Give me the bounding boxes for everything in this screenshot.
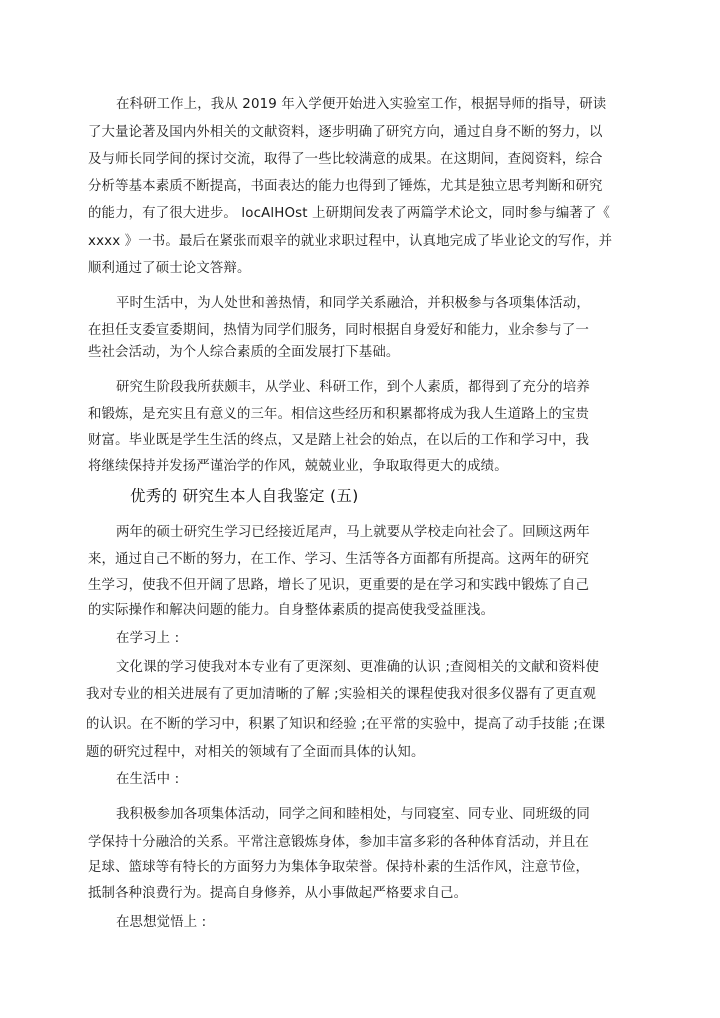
text-line: 来，通过自己不断的努力，在工作、学习、生活等各方面都有所提高。这两年的研究: [88, 552, 590, 567]
subsection-label-study: 在学习上 :: [116, 631, 180, 646]
text-line: 了大量论著及国内外相关的文献资料，逐步明确了研究方向，通过自身不断的努力，以: [88, 125, 603, 140]
section-heading: 优秀的 研究生本人自我鉴定 (五): [130, 487, 359, 505]
text-line: 我积极参加各项集体活动，同学之间和睦相处，与同寝室、同专业、同班级的同: [116, 807, 590, 822]
text-line: 些社会活动，为个人综合素质的全面发展打下基础。: [88, 345, 400, 360]
text-line: 将继续保持并发扬严谨治学的作风，兢兢业业，争取取得更大的成绩。: [88, 459, 508, 474]
text-line: 的实际操作和解决问题的能力。自身整体素质的提高使我受益匪浅。: [88, 603, 495, 618]
text-line: 的能力，有了很大进步。 locAlHOst 上研期间发表了两篇学术论文，同时参与编著了《: [88, 206, 610, 221]
subsection-label-life: 在生活中 :: [116, 772, 180, 787]
text-line: 平时生活中，为人处世和善热情，和同学关系融洽，并积极参与各项集体活动，: [116, 296, 590, 311]
text-line: 文化课的学习使我对本专业有了更深刻、更准确的认识 ;查阅相关的文献和资料使: [116, 660, 599, 675]
text-line: 财富。毕业既是学生生活的终点，又是踏上社会的始点，在以后的工作和学习中，我: [88, 433, 590, 448]
text-line: 题的研究过程中，对相关的领域有了全面而具体的认知。: [86, 745, 425, 760]
text-line: 和锻炼，是充实且有意义的三年。相信这些经历和积累都将成为我人生道路上的宝贵: [88, 407, 590, 422]
text-line: 在担任支委宣委期间，热情为同学们服务，同时根据自身爱好和能力，业余参与了一: [88, 323, 590, 338]
text-line: 的认识。在不断的学习中，积累了知识和经验 ;在平常的实验中，提高了动手技能 ;在课: [86, 717, 606, 732]
subsection-label-thought: 在思想觉悟上 :: [116, 915, 207, 930]
text-line: 在科研工作上，我从 2019 年入学便开始进入实验室工作，根据导师的指导，研读: [116, 97, 607, 112]
text-line: 及与师长同学间的探讨交流，取得了一些比较满意的成果。在这期间，查阅资料，综合: [88, 152, 603, 167]
text-line: 我对专业的相关进展有了更加清晰的了解 ;实验相关的课程使我对很多仪器有了更直观: [86, 687, 597, 702]
text-line: 生学习，使我不但开阔了思路，增长了见识，更重要的是在学习和实践中锻炼了自己: [88, 578, 590, 593]
text-line: 顺利通过了硕士论文答辩。: [88, 261, 251, 276]
text-line: 抵制各种浪费行为。提高自身修养，从小事做起严格要求自己。: [88, 886, 468, 901]
text-line: 分析等基本素质不断提高，书面表达的能力也得到了锤炼，尤其是独立思考判断和研究: [88, 179, 603, 194]
text-line: 学保持十分融洽的关系。平常注意锻炼身体，参加丰富多彩的各种体育活动，并且在: [88, 835, 590, 850]
text-line: 研究生阶段我所获颇丰，从学业、科研工作，到个人素质，都得到了充分的培养: [116, 380, 590, 395]
text-line: 两年的硕士研究生学习已经接近尾声，马上就要从学校走向社会了。回顾这两年: [116, 525, 590, 540]
text-line: 足球、篮球等有特长的方面努力为集体争取荣誉。保持朴素的生活作风，注意节俭，: [88, 860, 590, 875]
text-line: xxxx 》一书。最后在紧张而艰辛的就业求职过程中，认真地完成了毕业论文的写作，并: [88, 234, 613, 249]
